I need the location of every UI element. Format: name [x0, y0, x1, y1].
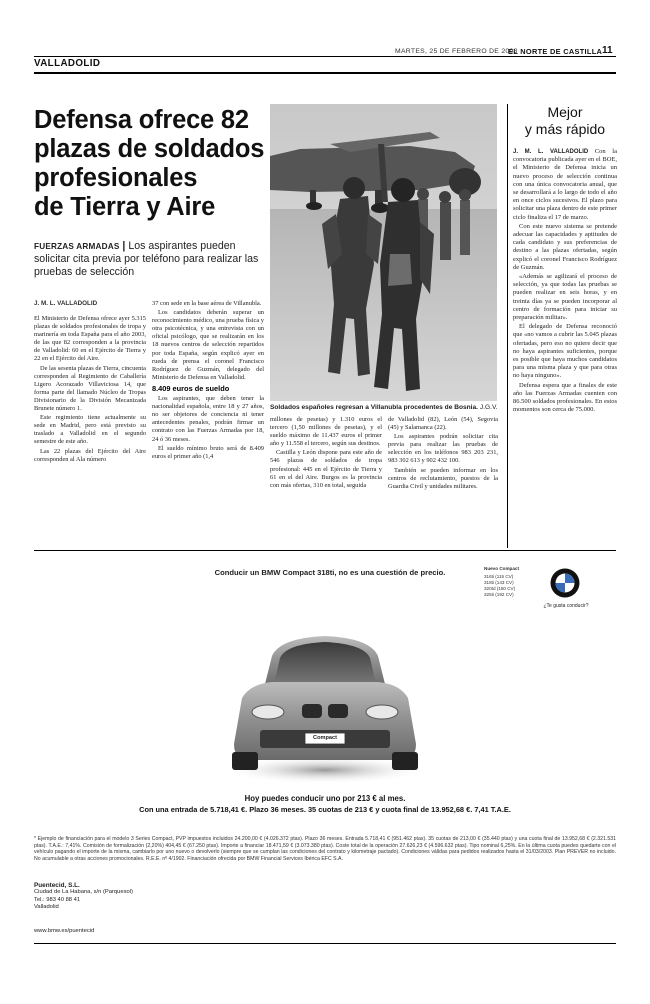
ad-bottom-rule: [34, 943, 616, 944]
paragraph: Este regimiento tiene actualmente su sede en Madrid, pero está previsto su traslado a Valladolid en el segundo semestre de este año.: [34, 414, 146, 446]
body-column-2: [152, 300, 264, 462]
body-column-1: [34, 315, 146, 465]
paragraph: Los aspirantes podrán solicitar cita previa para realizar las pruebas de selección en los teléfonos 983 203 231, 983 302 613 y 902 432 100.: [388, 433, 498, 465]
section-label: VALLADOLID: [34, 58, 101, 69]
ad-model-legend: [484, 566, 544, 598]
photo-caption: [270, 404, 500, 411]
soldiers-photo: [270, 104, 497, 401]
sidebar-title-line: Mejor: [547, 104, 583, 120]
dealer-url[interactable]: www.bmw.es/puentecid: [34, 928, 95, 934]
sidebar-title: [512, 104, 618, 138]
dealer-name: Puentecid, S.L.: [34, 882, 80, 889]
paragraph: 37 con sede en la base aérea de Villanubla.: [152, 300, 262, 307]
dealer-block: [34, 882, 234, 912]
ad-offer-line-2: Con una entrada de 5.718,41 €. Plazo 36 meses. 35 cuotas de 213 € y cuota final de 13.952,68 €. 7,41 T.A.E.: [139, 805, 511, 814]
paragraph: Las 22 plazas del Ejército del Aire corresponden al Ala número: [34, 447, 146, 463]
header-rule: [34, 56, 616, 57]
caption-text: Soldados españoles regresan a Villanubla procedentes de Bosnia.: [270, 404, 479, 411]
paragraph: El delegado de Defensa reconoció que «no vamos a cubrir las 5.045 plazas ofertadas, pero eso no quiere decir que no haya aspirantes suficientes, porque es posible que haya muchos candidatos para una misma plaza y que para otras no haya ninguno».: [513, 323, 617, 380]
ad-top-rule: [34, 550, 616, 551]
bmw-logo: [550, 568, 580, 598]
sidebar-title-line: y más rápido: [524, 121, 606, 137]
sidebar-lead: Con la convocatoria publicada ayer en el BOE, el Ministerio de Defensa inicia un nuevo proceso de selección continua con una única convocatoria anual, que se desarrollará a lo largo de todo el año en once ciclos sucesivos. El plazo para solicitar una plaza dentro de este primer ciclo finaliza el 17 de marzo.: [513, 148, 617, 221]
kicker-separator: |: [119, 240, 129, 252]
legend-title: Nuevo Compact: [484, 566, 519, 571]
ad-tagline: Conducir un BMW Compact 318ti, no es una cuestión de precio.: [214, 568, 446, 577]
legend-line: 316ti (115 CV): [484, 574, 514, 579]
legend-line: 318ti (143 CV): [484, 580, 514, 585]
paragraph: Castilla y León dispone para este año de 546 plazas de soldados de tropa profesional: 445 en el Ejército de Tierra y 61 en el del Aire. Burgos es la provincia con más ofertas, 310 en total, seguida: [270, 449, 382, 489]
news-photo: [270, 104, 497, 401]
legend-line: 325ti (192 CV): [484, 592, 514, 597]
byline: J. M. L. VALLADOLID: [34, 300, 98, 307]
legend-line: 320td (150 CV): [484, 586, 516, 591]
ad-fine-print: * Ejemplo de financiación para el modelo 3 Series Compact, PVP impuestos incluidos 24.200,00 € (4.026.372 ptas). Plazo 36 meses. Entrada 5.718,41 € (951.462 ptas). 35 cuotas de 213,00 € (35.440 ptas) y una cuota final de 13.952,68 € (2.321.531 ptas). T.A.E.: 7,41%. Comisión de formalización (2,20%) 404,45 € (67.250 ptas). Importe a financiar 18.471,59 € (3.073.380 ptas). Coste total de la operación 27.626,23 € (4.596.632 ptas). Tipo nominal 6,25%. En la última cuota puedes quedarte con el vehículo pagando el importe de la misma, cambiarlo por uno nuevo o devolverlo (siempre que se cumplan las condiciones del contrato y kilometraje pactado). Condiciones válidas para pedidos realizados hasta el 31/03/2003. Plan PREVER no incluido. No acumulable a otras acciones promocionales. R.E.E. nº 4/1902. Financiación ofrecida por BMW Financial Services Ibérica EFC S.A.: [34, 836, 616, 862]
headline-line: plazas de soldados: [34, 135, 265, 163]
deck: [34, 240, 262, 279]
page-date: MARTES, 25 DE FEBRERO DE 2003: [395, 48, 518, 55]
body-column-3: [270, 416, 382, 491]
headline-line: de Tierra y Aire: [34, 193, 216, 221]
headline-line: Defensa ofrece 82: [34, 106, 249, 134]
dealer-phone: Tel.: 983 40 88 41: [34, 896, 81, 903]
paragraph: De las sesenta plazas de Tierra, cincuenta corresponden al Regimiento de Caballería Ligero Acorazado Villaviciosa 14, que forma parte del llamado Núcleo de Tropas Divisionario de la División Mecanizada Brunete número 1.: [34, 364, 146, 413]
paragraph: Defensa espera que a finales de este año las Fuerzas Armadas cuenten con 86.500 soldados profesionales. En estos momentos son cerca de 75.000.: [513, 381, 617, 414]
body-column-4: [388, 416, 498, 492]
section-rule: [34, 72, 616, 74]
caption-credit: J.G.V.: [479, 404, 498, 411]
sidebar-divider: [507, 104, 508, 548]
ad-offer-line-1: Hoy puedes conducir uno por 213 € al mes.: [244, 794, 406, 803]
paragraph: Los aspirantes, que deben tener la nacionalidad española, entre 18 y 27 años, no ser objetores de conciencia ni tener antecedentes penales, podrán firmar un contrato con las Fuerzas Armadas por 18, 24 ó 36 meses.: [152, 395, 264, 443]
paragraph: «Además se agilizará el proceso de selección, ya que todas las pruebas se pueden realizar en seis horas, y en treinta días ya se pueden incorporar al centro de formación para iniciar su preparación militar».: [513, 273, 617, 322]
paragraph: También se pueden informar en los centros de reclutamiento, puestos de la Guardia Civil y unidades militares.: [388, 466, 498, 490]
paragraph: El sueldo mínimo bruto será de 8.409 euros el primer año (1,4: [152, 444, 264, 460]
sidebar-byline: J. M. L. VALLADOLID: [513, 149, 589, 155]
bmw-compact-car-icon: [220, 626, 430, 786]
paragraph: de Valladolid (82), León (54), Segovia (45) y Salamanca (22).: [388, 416, 498, 432]
kicker: FUERZAS ARMADAS: [34, 242, 120, 251]
ad-slogan: ¿Te gusta conducir?: [543, 603, 589, 609]
page-number: 11: [602, 45, 613, 56]
headline-line: profesionales: [34, 164, 198, 192]
paragraph: Los candidatos deberán superar un reconocimiento médico, una prueba física y otra psicotécnica, y una entrevista con un oficial psicólogo, que se realizarán en los 18 nuevos centros de selección repartidos por toda España, según explicó ayer en rueda de prensa el coronel Francisco Rodríguez de Guzmán, delegado del Ministerio de Defensa en Valladolid.: [152, 309, 264, 381]
sidebar-body: [513, 148, 617, 416]
paragraph: El Ministerio de Defensa ofrece ayer 5.315 plazas de soldados profesionales de tropa y marinería en toda España para el año 2003, de las que 82 corresponden a la provincia de Valladolid: 60 en el Ejército de Tierra y 22 en el Ejército del Aire.: [34, 315, 146, 363]
headline: [34, 106, 270, 222]
license-plate: Compact: [313, 735, 337, 741]
deck-text: Los aspirantes pueden solicitar cita previa por teléfono para realizar las pruebas de selección: [34, 240, 259, 278]
car-image: [220, 626, 430, 786]
subheading: 8.409 euros de sueldo: [152, 383, 230, 393]
paragraph: Con este nuevo sistema se pretende adecuar las capacidades y aptitudes de cada candidato y sus preferencias de destino a las plazas ofertadas, según explicó el coronel Francisco Rodríguez de Guzmán.: [513, 222, 617, 271]
paragraph: [513, 148, 617, 222]
newspaper-name: EL NORTE DE CASTILLA: [508, 47, 603, 56]
dealer-address: Ciudad de La Habana, s/n (Parquesol): [34, 889, 133, 896]
dealer-city: Valladolid: [34, 904, 59, 911]
paragraph: millones de pesetas) y 1.310 euros el tercero (1,50 millones de pesetas), y el sueldo máximo de 11.437 euros el primer año y 11.558 el tercero, según sus destinos.: [270, 416, 382, 448]
